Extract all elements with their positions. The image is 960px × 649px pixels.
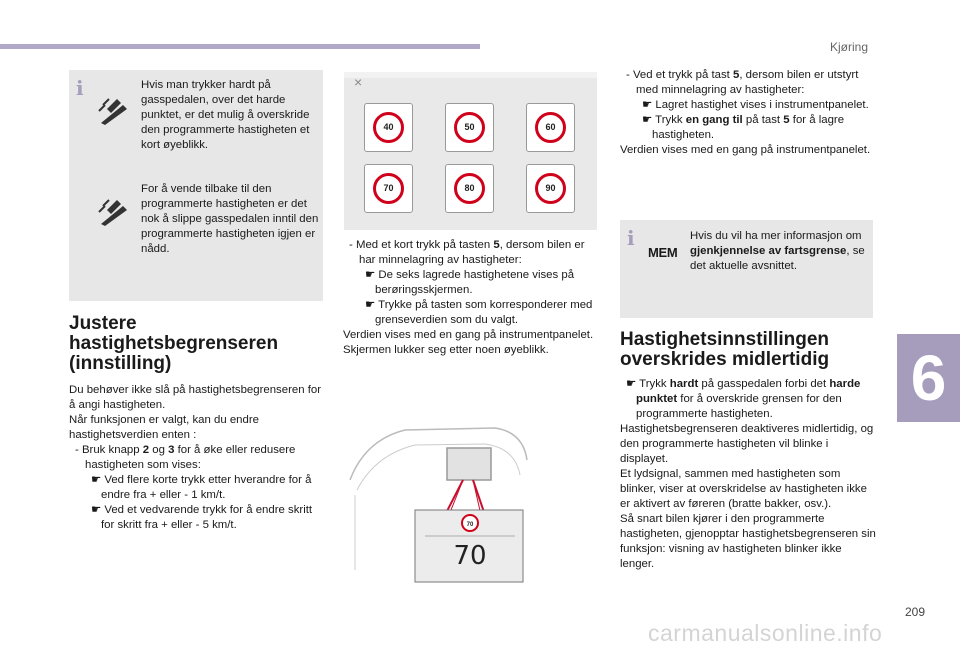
sub-bullet-item: ☛ Trykk en gang til på tast 5 for å lagre hastigheten. [642, 114, 845, 141]
paragraph: Så snart bilen kjører i den programmerte hastigheten, gjenopptar hastighetsbegrenseren sin funksjon: visning av hastigheten blinker ikke lenger. [620, 513, 876, 570]
paragraph: Skjermen lukker seg etter noen øyeblikk. [343, 344, 549, 356]
watermark: carmanualsonline.info [648, 620, 883, 646]
pedal-press-icon [97, 95, 131, 125]
sub-bullet-item: ☛ Lagret hastighet vises i instrumentpanelet. [642, 99, 869, 111]
speed-preset-button[interactable] [526, 164, 575, 213]
sub-bullet-item: ☛ Ved flere korte trykk etter hverandre for å endre fra + eller - 1 km/t. [91, 474, 312, 501]
paragraph: Et lydsignal, sammen med hastigheten som blinker, viser at overskridelse av hastigheten ikke er aktivert av føreren (bratte bakker, osv.). [620, 468, 867, 510]
speed-memory-screen [344, 72, 597, 230]
bullet-item: - Bruk knapp 2 og 3 for å øke eller redusere hastigheten som vises: [75, 444, 296, 471]
paragraph: Verdien vises med en gang på instrumentpanelet. [343, 329, 594, 341]
speed-sign: 70 [373, 173, 404, 204]
section-title: Kjøring [830, 40, 869, 54]
header-bar [0, 44, 480, 49]
mem-button-icon: MEM [648, 245, 678, 260]
info-icon: i [76, 76, 84, 100]
close-icon[interactable]: × [354, 74, 363, 90]
info-text-1: Hvis man trykker hardt på gasspedalen, over det harde punktet, er det mulig å overskride den programmerte hastigheten et kort øyeblikk. [141, 79, 310, 151]
heading-temporary-override [620, 330, 880, 370]
chapter-number: 6 [910, 342, 947, 414]
heading-line: overskrides midlertidig [620, 349, 830, 370]
speed-sign: 90 [535, 173, 566, 204]
bullet-item: - Ved et trykk på tast 5, dersom bilen er utstyrt med minnelagring av hastigheter: [626, 69, 859, 96]
dash-speed-sign: 70 [466, 522, 474, 528]
col3-body [620, 377, 878, 572]
speed-preset-button[interactable] [445, 103, 494, 152]
bullet-item: ☛ Trykk hardt på gasspedalen forbi det harde punktet for å overskride grensen for den programmerte hastigheten. [626, 378, 861, 420]
page-number: 209 [905, 605, 926, 619]
col3-top [620, 68, 880, 158]
paragraph: Når funksjonen er valgt, kan du endre hastighetsverdien enten : [69, 414, 259, 441]
chapter-tab [897, 334, 960, 422]
heading-line: Hastighetsinnstillingen [620, 329, 830, 350]
info-box-mem [620, 220, 873, 318]
heading-line: hastighetsbegrenseren [69, 333, 279, 354]
info-text: Hvis du vil ha mer informasjon om gjenkjennelse av fartsgrense, se det aktuelle avsnittet. [690, 230, 865, 272]
heading-line: Justere [69, 313, 137, 334]
info-text-2: For å vende tilbake til den programmerte hastigheten er det nok å slippe gasspedalen inntil den programmerte hastigheten igjen er nådd. [141, 183, 319, 255]
dash-speed-display: 70 [453, 541, 487, 571]
speed-preset-button[interactable] [445, 164, 494, 213]
instrument-panel-illustration [345, 420, 530, 585]
paragraph: Hastighetsbegrenseren deaktiveres midlertidig, og den programmerte hastigheten vil blinke i displayet. [620, 423, 874, 465]
col2-body [343, 238, 599, 358]
info-icon: i [627, 226, 635, 250]
speed-sign: 40 [373, 112, 404, 143]
sub-bullet-item: ☛ Trykke på tasten som korresponderer med grenseverdien som du valgt. [365, 299, 593, 326]
speed-sign: 80 [454, 173, 485, 204]
speed-preset-button[interactable] [364, 103, 413, 152]
sub-bullet-item: ☛ Ved et vedvarende trykk for å endre skritt for skritt fra + eller - 5 km/t. [91, 504, 313, 531]
paragraph: Verdien vises med en gang på instrumentpanelet. [620, 144, 871, 156]
heading-adjust-limiter [69, 314, 329, 374]
sub-bullet-item: ☛ De seks lagrede hastighetene vises på berøringsskjermen. [365, 269, 575, 296]
speed-preset-button[interactable] [526, 103, 575, 152]
pedal-release-icon [97, 196, 131, 226]
bullet-item: - Med et kort trykk på tasten 5, dersom bilen er har minnelagring av hastigheter: [349, 239, 585, 266]
heading-line: (innstilling) [69, 353, 172, 374]
info-box-accelerator [69, 70, 323, 301]
speed-sign: 60 [535, 112, 566, 143]
col1-body [69, 383, 325, 533]
paragraph: Du behøver ikke slå på hastighetsbegrenseren for å angi hastigheten. [69, 384, 322, 411]
speed-preset-button[interactable] [364, 164, 413, 213]
speed-sign: 50 [454, 112, 485, 143]
